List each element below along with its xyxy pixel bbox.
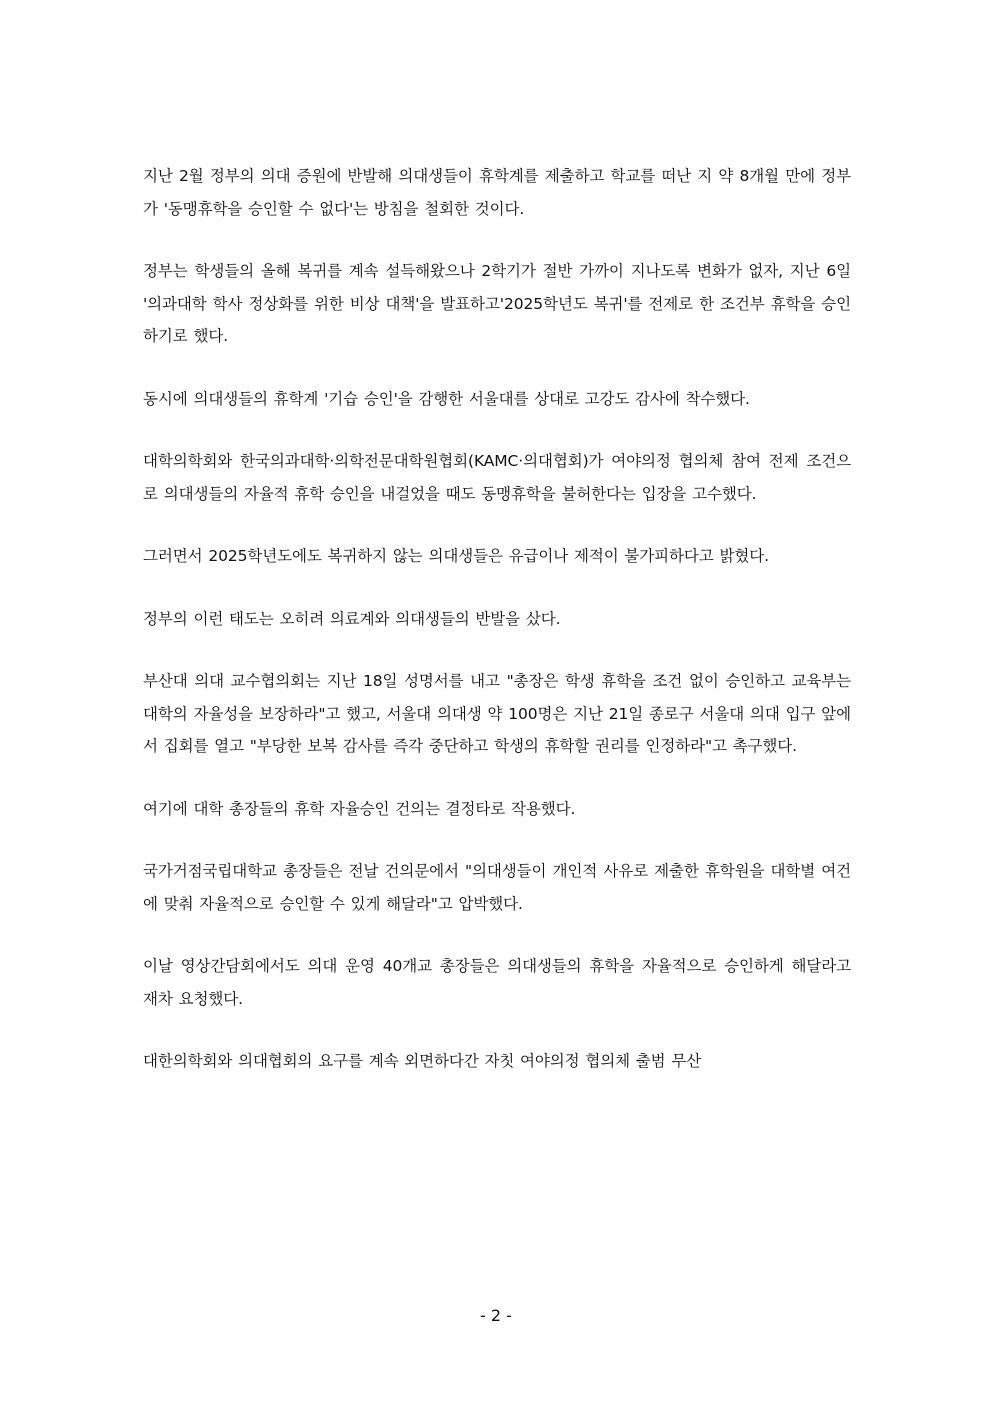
paragraph-4: 대학의학회와 한국의과대학·의학전문대학원협회(KAMC·의대협회)가 여야의정 협의체 참여 전제 조건으로 의대생들의 자율적 휴학 승인을 내걸었을 때도 동맹휴학을 불허한다는 입장을 고수했다.	[143, 452, 851, 503]
page-number: - 2 -	[480, 1306, 512, 1325]
paragraph-1: 지난 2월 정부의 의대 증원에 반발해 의대생들이 휴학계를 제출하고 학교를 떠난 지 약 8개월 만에 정부가 '동맹휴학을 승인할 수 없다'는 방침을 철회한 것이다.	[143, 167, 851, 218]
paragraph-6: 정부의 이런 태도는 오히려 의료계와 의대생들의 반발을 샀다.	[143, 609, 561, 628]
paragraph-2: 정부는 학생들의 올해 복귀를 계속 설득해왔으나 2학기가 절반 가까이 지나도록 변화가 없자, 지난 6일 '의과대학 학사 정상화를 위한 비상 대책'을 발표하고'2025학년도 복귀'를 전제로 한 조건부 휴학을 승인하기로 했다.	[143, 262, 851, 345]
paragraph-8: 여기에 대학 총장들의 휴학 자율승인 건의는 결정타로 작용했다.	[143, 799, 576, 818]
paragraph-5: 그러면서 2025학년도에도 복귀하지 않는 의대생들은 유급이나 제적이 불가피하다고 밝혔다.	[143, 547, 769, 565]
paragraph-3: 동시에 의대생들의 휴학계 '기습 승인'을 감행한 서울대를 상대로 고강도 감사에 착수했다.	[143, 389, 750, 408]
article-body	[143, 160, 851, 1108]
paragraph-11: 대한의학회와 의대협회의 요구를 계속 외면하다간 자칫 여야의정 협의체 출범 무산	[143, 1052, 702, 1070]
paragraph-10: 이날 영상간담회에서도 의대 운영 40개교 총장들은 의대생들의 휴학을 자율적으로 승인하게 해달라고 재차 요청했다.	[143, 957, 851, 1008]
paragraph-7: 부산대 의대 교수협의회는 지난 18일 성명서를 내고 "총장은 학생 휴학을 조건 없이 승인하고 교육부는 대학의 자율성을 보장하라"고 했고, 서울대 의대생 약 100명은 지난 21일 종로구 서울대 의대 입구 앞에서 집회를 열고 "부당한 보복 감사를 즉각 중단하고 학생의 휴학할 권리를 인정하라"고 촉구했다.	[143, 672, 851, 755]
paragraph-9: 국가거점국립대학교 총장들은 전날 건의문에서 "의대생들이 개인적 사유로 제출한 휴학원을 대학별 여건에 맞춰 자율적으로 승인할 수 있게 해달라"고 압박했다.	[143, 862, 851, 913]
